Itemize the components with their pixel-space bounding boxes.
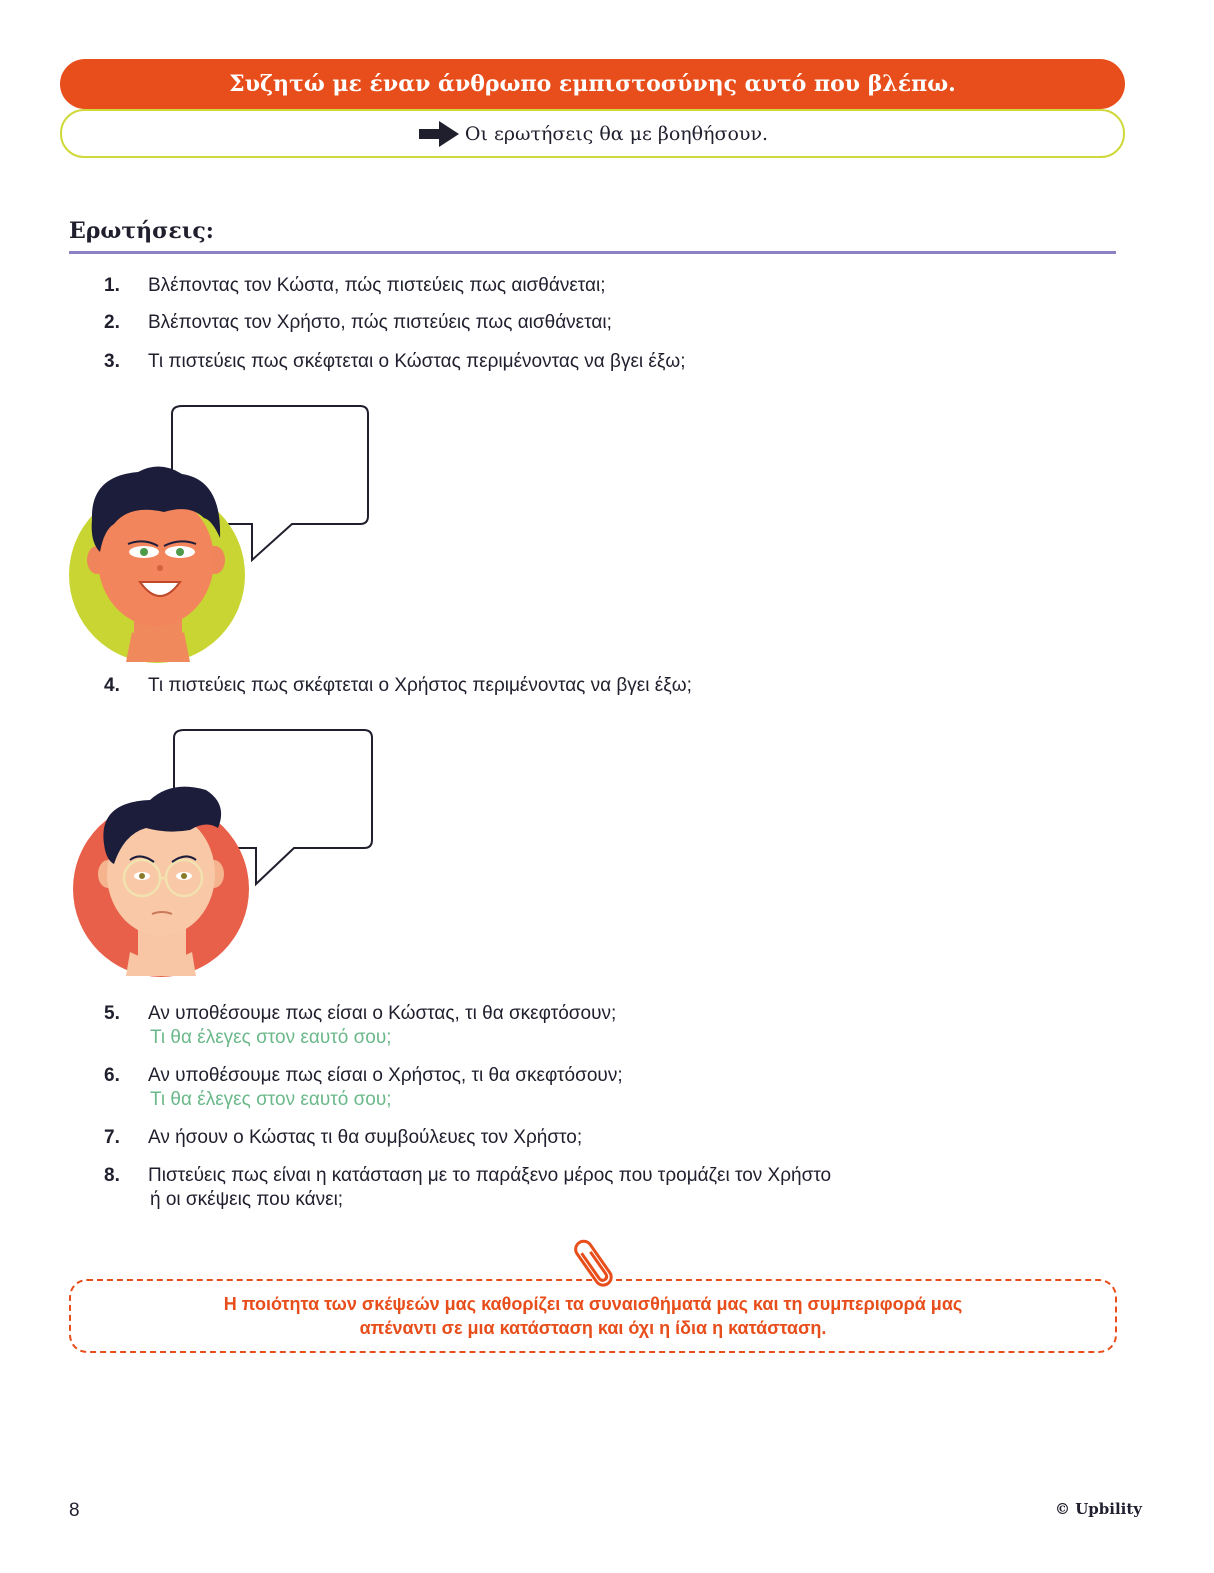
title-banner <box>60 59 1125 109</box>
christos-illustration <box>68 724 388 984</box>
question-number: 2. <box>104 312 120 333</box>
question-5 <box>104 1002 616 1050</box>
key-message-line-1: Η ποιότητα των σκέψεών μας καθορίζει τα συναισθήματά μας και τη συμπεριφορά μας <box>223 1294 963 1314</box>
question-continuation: ή οι σκέψεις που κάνει; <box>150 1189 344 1210</box>
question-4 <box>104 674 692 698</box>
question-number: 1. <box>104 275 120 296</box>
question-text: Αν ήσουν ο Κώστας τι θα συμβούλευες τον Χρήστο; <box>148 1127 583 1148</box>
question-text: Τι πιστεύεις πως σκέφτεται ο Κώστας περιμένοντας να βγει έξω; <box>148 351 686 372</box>
subtitle-banner <box>60 109 1125 158</box>
question-number: 4. <box>104 675 120 696</box>
page-number: 8 <box>69 1500 80 1521</box>
kostas-illustration <box>64 400 384 670</box>
paperclip-icon <box>568 1236 620 1292</box>
question-3 <box>104 350 686 374</box>
question-text: Αν υποθέσουμε πως είσαι ο Κώστας, τι θα σκεφτόσουν; <box>148 1003 617 1024</box>
banner-title: Συζητώ με έναν άνθρωπο εμπιστοσύνης αυτό που βλέπω. <box>229 71 956 97</box>
brand-copyright: © Upbility <box>1054 1500 1142 1518</box>
question-hint: Τι θα έλεγες στον εαυτό σου; <box>150 1089 392 1110</box>
question-number: 6. <box>104 1065 120 1086</box>
question-6 <box>104 1064 623 1112</box>
question-hint: Τι θα έλεγες στον εαυτό σου; <box>150 1027 392 1048</box>
question-number: 5. <box>104 1003 120 1024</box>
question-text: Πιστεύεις πως είναι η κατάσταση με το παράξενο μέρος που τρομάζει τον Χρήστο <box>148 1165 832 1186</box>
question-number: 3. <box>104 351 120 372</box>
questions-heading: Ερωτήσεις: <box>69 218 214 244</box>
arrow-right-icon <box>417 119 461 149</box>
question-text: Τι πιστεύεις πως σκέφτεται ο Χρήστος περιμένοντας να βγει έξω; <box>148 675 692 696</box>
heading-divider <box>69 251 1116 254</box>
question-1 <box>104 274 606 298</box>
question-2 <box>104 311 612 335</box>
question-text: Αν υποθέσουμε πως είσαι ο Χρήστος, τι θα σκεφτόσουν; <box>148 1065 623 1086</box>
subtitle-text: Οι ερωτήσεις θα με βοηθήσουν. <box>464 122 769 145</box>
key-message-line-2: απέναντι σε μια κατάσταση και όχι η ίδια η κατάσταση. <box>359 1318 827 1338</box>
question-text: Βλέποντας τον Χρήστο, πώς πιστεύεις πως αισθάνεται; <box>148 312 612 333</box>
question-8 <box>104 1164 831 1212</box>
question-7 <box>104 1126 582 1150</box>
question-number: 7. <box>104 1127 120 1148</box>
question-number: 8. <box>104 1165 120 1186</box>
question-text: Βλέποντας τον Κώστα, πώς πιστεύεις πως αισθάνεται; <box>148 275 606 296</box>
